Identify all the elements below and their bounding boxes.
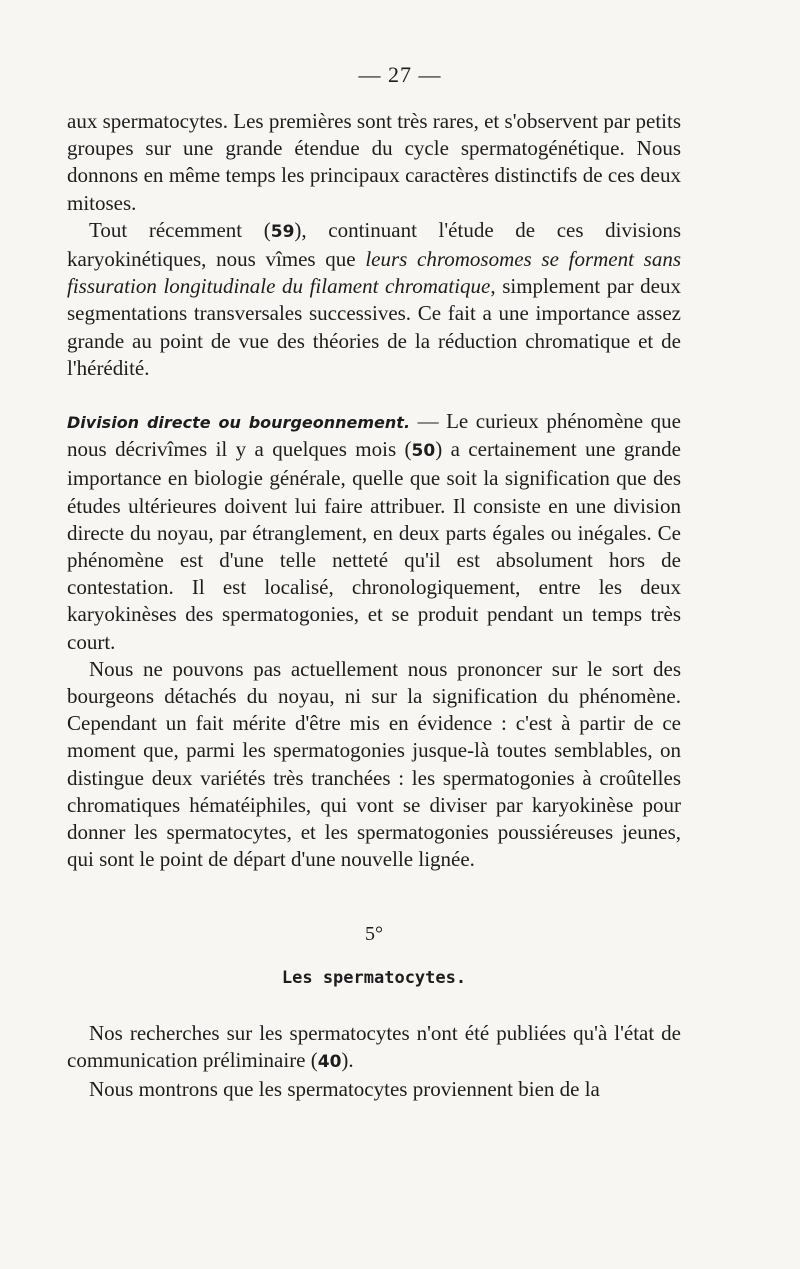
paragraph-6: Nous montrons que les spermatocytes proviennent bien de la: [89, 1077, 600, 1102]
reference-number: 50: [411, 441, 436, 462]
section-number: 5°: [365, 923, 383, 946]
reference-number: 40: [317, 1052, 342, 1073]
paragraph-2: [67, 217, 681, 382]
text-run: ) a certainement une grande importance en biologie générale, quelle que soit la signification que des études ultérieures doivent lui faire attribuer. Il consiste en une division directe du noyau, par étranglement, en deux parts égales ou inégales. Ce phénomène est d'une telle netteté qu'il est absolument hors de contestation. Il est localisé, chronologiquement, entre les deux karyokinèses des spermatogonies, et se produit pendant un temps très court.: [67, 437, 681, 654]
paragraph-1: aux spermatocytes. Les premières sont très rares, et s'observent par petits groupes sur une grande étendue du cycle spermatogénétique. Nous donnons en même temps les principaux caractères distinctifs de ces deux mitoses.: [67, 109, 681, 215]
page-number: — 27 —: [358, 62, 442, 87]
text-run: ).: [341, 1048, 354, 1073]
text-run: Nos recherches sur les spermatocytes n'ont été publiées qu'à l'état de communication préliminaire (: [67, 1020, 681, 1073]
reference-number: 59: [270, 221, 295, 242]
section-title: Les spermatocytes.: [281, 967, 467, 988]
paragraph-5: [67, 1020, 681, 1076]
body-text: [67, 108, 681, 1104]
emphasis-text: leurs chromosomes se forment sans fissuration longitudinale du filament chromatique: [67, 247, 681, 299]
run-in-heading: Division directe ou bourgeonnement.: [67, 413, 411, 433]
text-run: Tout récemment (: [89, 217, 271, 242]
text-run: , simplement par deux segmentations transversales successives. Ce fait a une importance assez grande au point de vue des théories de la réduction chromatique et de l'hérédité.: [67, 274, 681, 380]
text-run: ), continuant l'étude de ces divisions karyokinétiques, nous vîmes que: [67, 217, 682, 272]
paragraph-3: [67, 408, 681, 656]
text-run: — Le curieux phénomène que nous décrivîmes il y a quelques mois (: [67, 409, 681, 462]
paragraph-4: Nous ne pouvons pas actuellement nous prononcer sur le sort des bourgeons détachés du noyau, ni sur la signification du phénomène. Cependant un fait mérite d'être mis en évidence : c'est à partir de ce moment que, parmi les spermatogonies jusque-là toutes semblables, on distingue deux variétés très tranchées : les spermatogonies à croûtelles chromatiques hématéiphiles, qui vont se diviser par karyokinèse pour donner les spermatocytes, et les spermatogonies poussiéreuses jeunes, qui sont le point de départ d'une nouvelle lignée.: [67, 656, 681, 872]
